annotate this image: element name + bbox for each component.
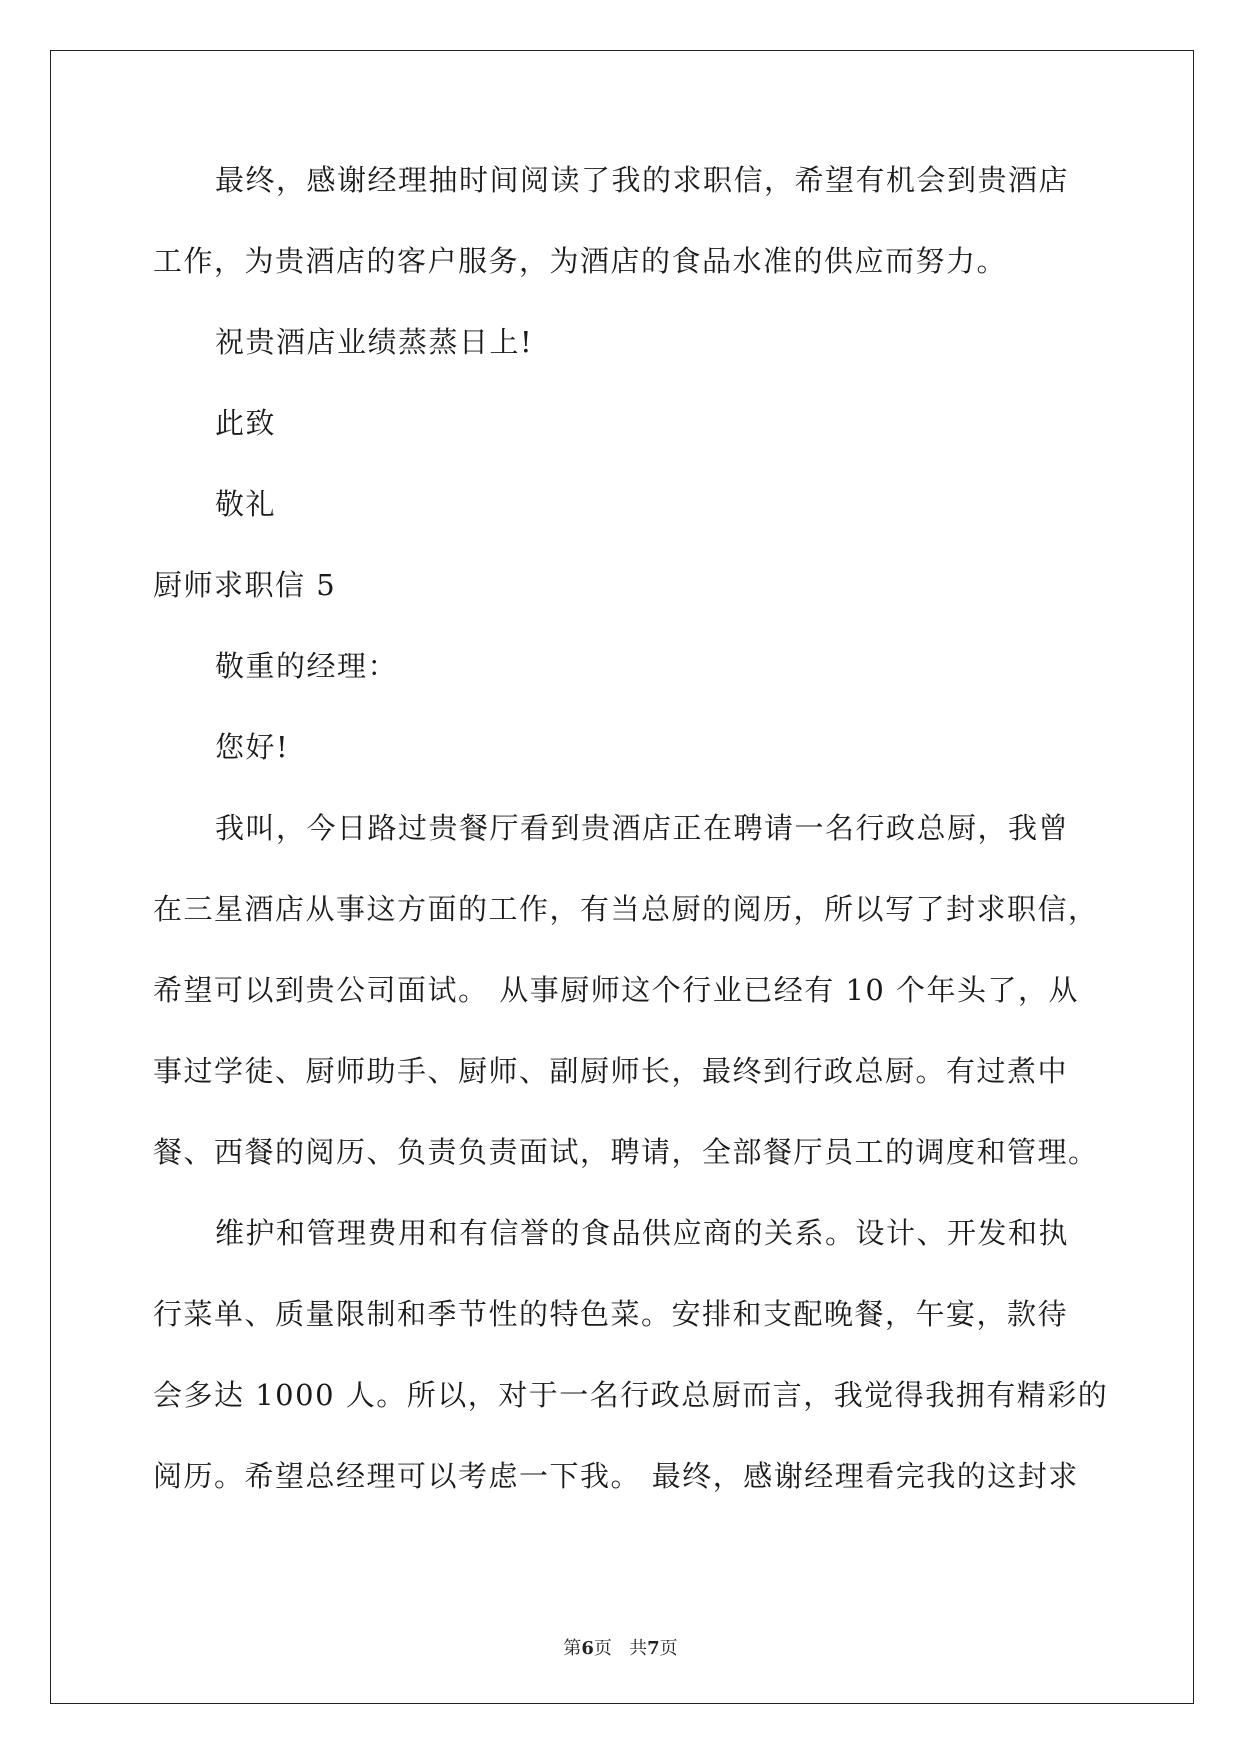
section-heading: 厨师求职信 5 (153, 568, 337, 602)
paragraph-line: 我叫，今日路过贵餐厅看到贵酒店正在聘请一名行政总厨，我曾 (215, 811, 1070, 845)
total-prefix: 共 (629, 1638, 648, 1659)
paragraph-line: 工作，为贵酒店的客户服务，为酒店的食品水准的供应而努力。 (153, 244, 1008, 278)
paragraph-line: 会多达 1000 人。所以，对于一名行政总厨而言，我觉得我拥有精彩的 (153, 1378, 1109, 1412)
paragraph-line: 维护和管理费用和有信誉的食品供应商的关系。设计、开发和执 (215, 1216, 1070, 1250)
document-body (153, 160, 1109, 1537)
page-prefix: 第 (563, 1638, 582, 1659)
letter-greeting: 敬重的经理： (215, 649, 399, 683)
salutation-cizhi: 此致 (215, 406, 277, 440)
paragraph-line: 餐、西餐的阅历、负责负责面试，聘请，全部餐厅员工的调度和管理。 (153, 1135, 1099, 1169)
closing-wish: 祝贵酒店业绩蒸蒸日上! (215, 325, 534, 359)
letter-hello: 您好! (215, 730, 290, 764)
paragraph-line: 最终，感谢经理抽时间阅读了我的求职信，希望有机会到贵酒店 (215, 163, 1070, 197)
salutation-jingli: 敬礼 (215, 487, 277, 521)
paragraph-line: 阅历。希望总经理可以考虑一下我。 最终，感谢经理看完我的这封求 (153, 1459, 1079, 1493)
total-suffix: 页 (659, 1638, 678, 1659)
paragraph-line: 在三星酒店从事这方面的工作，有当总厨的阅历，所以写了封求职信， (153, 892, 1099, 926)
page-footer (0, 1639, 1241, 1659)
paragraph-line: 希望可以到贵公司面试。 从事厨师这个行业已经有 10 个年头了，从 (153, 973, 1080, 1007)
paragraph-line: 事过学徒、厨师助手、厨师、副厨师长，最终到行政总厨。有过煮中 (153, 1054, 1069, 1088)
paragraph-line: 行菜单、质量限制和季节性的特色菜。安排和支配晚餐，午宴，款待 (153, 1297, 1069, 1331)
current-page-number: 6 (581, 1638, 594, 1659)
page-suffix: 页 (593, 1638, 612, 1659)
total-pages-number: 7 (647, 1638, 660, 1659)
